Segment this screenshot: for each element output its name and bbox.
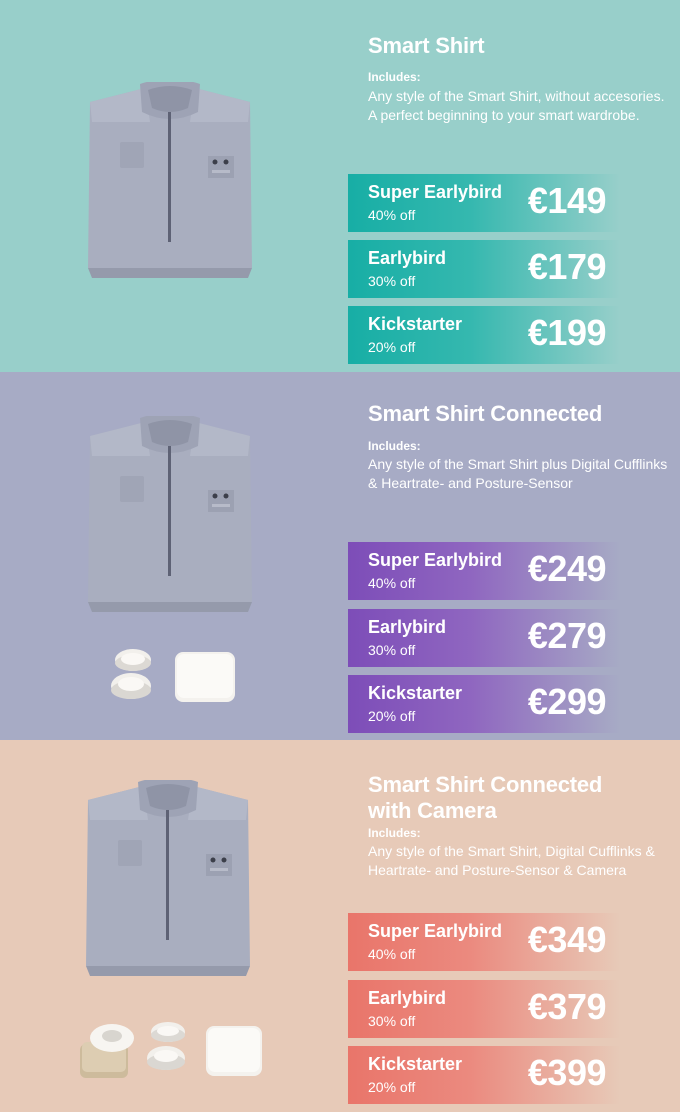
tier-price: €379 [527,986,606,1027]
tier-name: Super Earlybird [368,182,503,202]
includes-text: Any style of the Smart Shirt plus Digital Cufflinks & Heartrate- and Posture-Sensor [368,456,668,491]
tier-super-earlybird[interactable] [348,542,620,600]
tier-super-earlybird[interactable] [348,913,620,971]
tier-price: €199 [527,312,606,353]
tier-price: €399 [527,1052,606,1093]
tier-discount: 30% off [368,273,416,289]
tier-name: Earlybird [368,617,447,637]
smart-shirt-image [80,82,260,282]
tier-name: Kickstarter [368,1054,463,1074]
camera-cufflinks-and-sensor-image [76,1018,266,1084]
cufflinks-and-sensor-image [105,644,245,710]
includes-text: Any style of the Smart Shirt, Digital Cufflinks & Heartrate- and Posture-Sensor & Camera [368,843,655,878]
tier-discount: 30% off [368,642,416,658]
package-smart-shirt [0,0,680,372]
tier-price: €349 [527,919,606,960]
tier-earlybird[interactable] [348,980,620,1038]
tier-discount: 40% off [368,207,416,223]
tier-price: €149 [527,180,606,221]
tier-kickstarter[interactable] [348,306,620,364]
includes-label: Includes: [368,70,421,84]
smart-shirt-image [80,416,260,616]
tier-name: Super Earlybird [368,550,503,570]
tier-discount: 30% off [368,1013,416,1029]
tier-name: Super Earlybird [368,921,503,941]
package-title-line1: Smart Shirt Connected [368,772,603,797]
package-title-line2: with Camera [368,798,497,823]
tier-earlybird[interactable] [348,240,620,298]
tier-price: €299 [527,681,606,722]
package-title: Smart Shirt [368,33,485,58]
package-title: Smart Shirt Connected [368,401,603,426]
includes-label: Includes: [368,439,421,453]
package-smart-shirt-connected [0,372,680,740]
includes-label: Includes: [368,826,421,840]
tier-super-earlybird[interactable] [348,174,620,232]
includes-text: Any style of the Smart Shirt, without accesories. A perfect beginning to your smart wardrobe. [368,88,665,123]
tier-price: €179 [527,246,606,287]
tier-discount: 40% off [368,575,416,591]
tier-discount: 40% off [368,946,416,962]
tier-name: Earlybird [368,248,447,268]
tier-kickstarter[interactable] [348,675,620,733]
tier-earlybird[interactable] [348,609,620,667]
tier-discount: 20% off [368,339,416,355]
tier-name: Earlybird [368,988,447,1008]
tier-discount: 20% off [368,708,416,724]
tier-price: €279 [527,615,606,656]
tier-discount: 20% off [368,1079,416,1095]
smart-shirt-image [78,780,258,980]
tier-name: Kickstarter [368,314,463,334]
tier-kickstarter[interactable] [348,1046,620,1104]
package-smart-shirt-connected-camera [0,740,680,1112]
tier-name: Kickstarter [368,683,463,703]
tier-price: €249 [527,548,606,589]
